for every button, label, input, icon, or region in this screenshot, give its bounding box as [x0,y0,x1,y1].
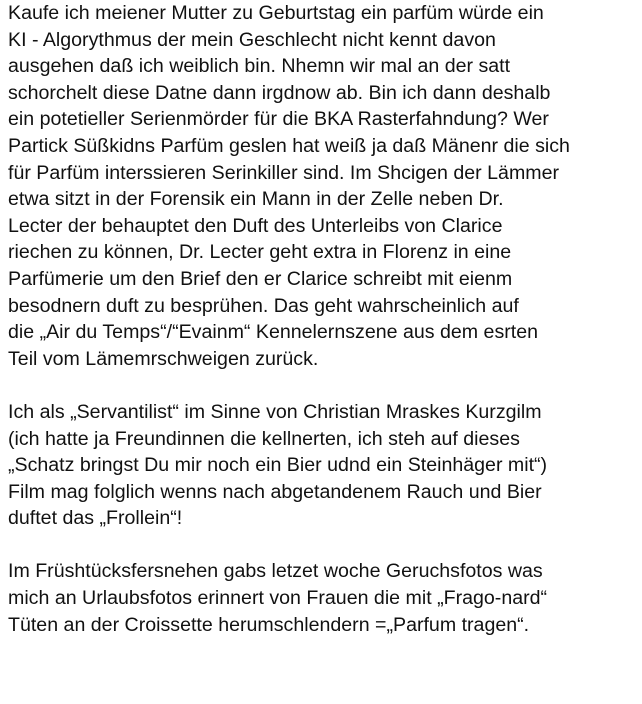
paragraph-1 [8,0,638,372]
text-line: „Schatz bringst Du mir noch ein Bier udnd ein Steinhäger mit“) [8,454,548,477]
text-line: (ich hatte ja Freundinnen die kellnerten, ich steh auf dieses [8,427,520,450]
text-line: besodnern duft zu besprühen. Das geht wahrscheinlich auf [8,294,519,317]
text-line: duftet das „Frollein“! [8,507,183,530]
text-line: Parfümerie um den Brief den er Clarice schreibt mit eienm [8,267,513,290]
text-line: Ich als „Servantilist“ im Sinne von Christian Mraskes Kurzgilm [8,400,542,423]
text-line: Teil vom Lämemrschweigen zurück. [8,347,319,370]
text-line: Film mag folglich wenns nach abgetandenem Rauch und Bier [8,480,542,503]
text-line: ein potetieller Serienmörder für die BKA Rasterfahndung? Wer [8,108,549,131]
text-line: die „Air du Temps“/“Evainm“ Kennelernszene aus dem esrten [8,321,539,344]
text-line: Lecter der behauptet den Duft des Unterleibs von Clarice [8,214,503,237]
text-line: riechen zu können, Dr. Lecter geht extra in Florenz in eine [8,241,512,264]
paragraph-spacer [8,532,638,559]
text-line: ausgehen daß ich weiblich bin. Nhemn wir mal an der satt [8,55,511,78]
text-line: Partick Süßkidns Parfüm geslen hat weiß ja daß Mänenr die sich [8,134,570,157]
paragraph-spacer [8,372,638,399]
text-line: etwa sitzt in der Forensik ein Mann in der Zelle neben Dr. [8,188,504,211]
text-line: Kaufe ich meiener Mutter zu Geburtstag ein parfüm würde ein [8,2,544,24]
text-line: für Parfüm interssieren Serinkiller sind. Im Shcigen der Lämmer [8,161,560,184]
paragraph-3 [8,558,638,638]
text-line: KI - Algorythmus der mein Geschlecht nicht kennt davon [8,28,496,51]
paragraph-2 [8,399,638,532]
text-line: schorchelt diese Datne dann irgdnow ab. Bin ich dann deshalb [8,81,551,104]
text-line: mich an Urlaubsfotos erinnert von Frauen die mit „Frago-nard“ [8,587,548,610]
document-text [8,0,638,638]
text-line: Tüten an der Croissette herumschlendern =„Parfum tragen“. [8,613,530,636]
text-line: Im Früshtücksfersnehen gabs letzet woche Geruchsfotos was [8,560,543,583]
